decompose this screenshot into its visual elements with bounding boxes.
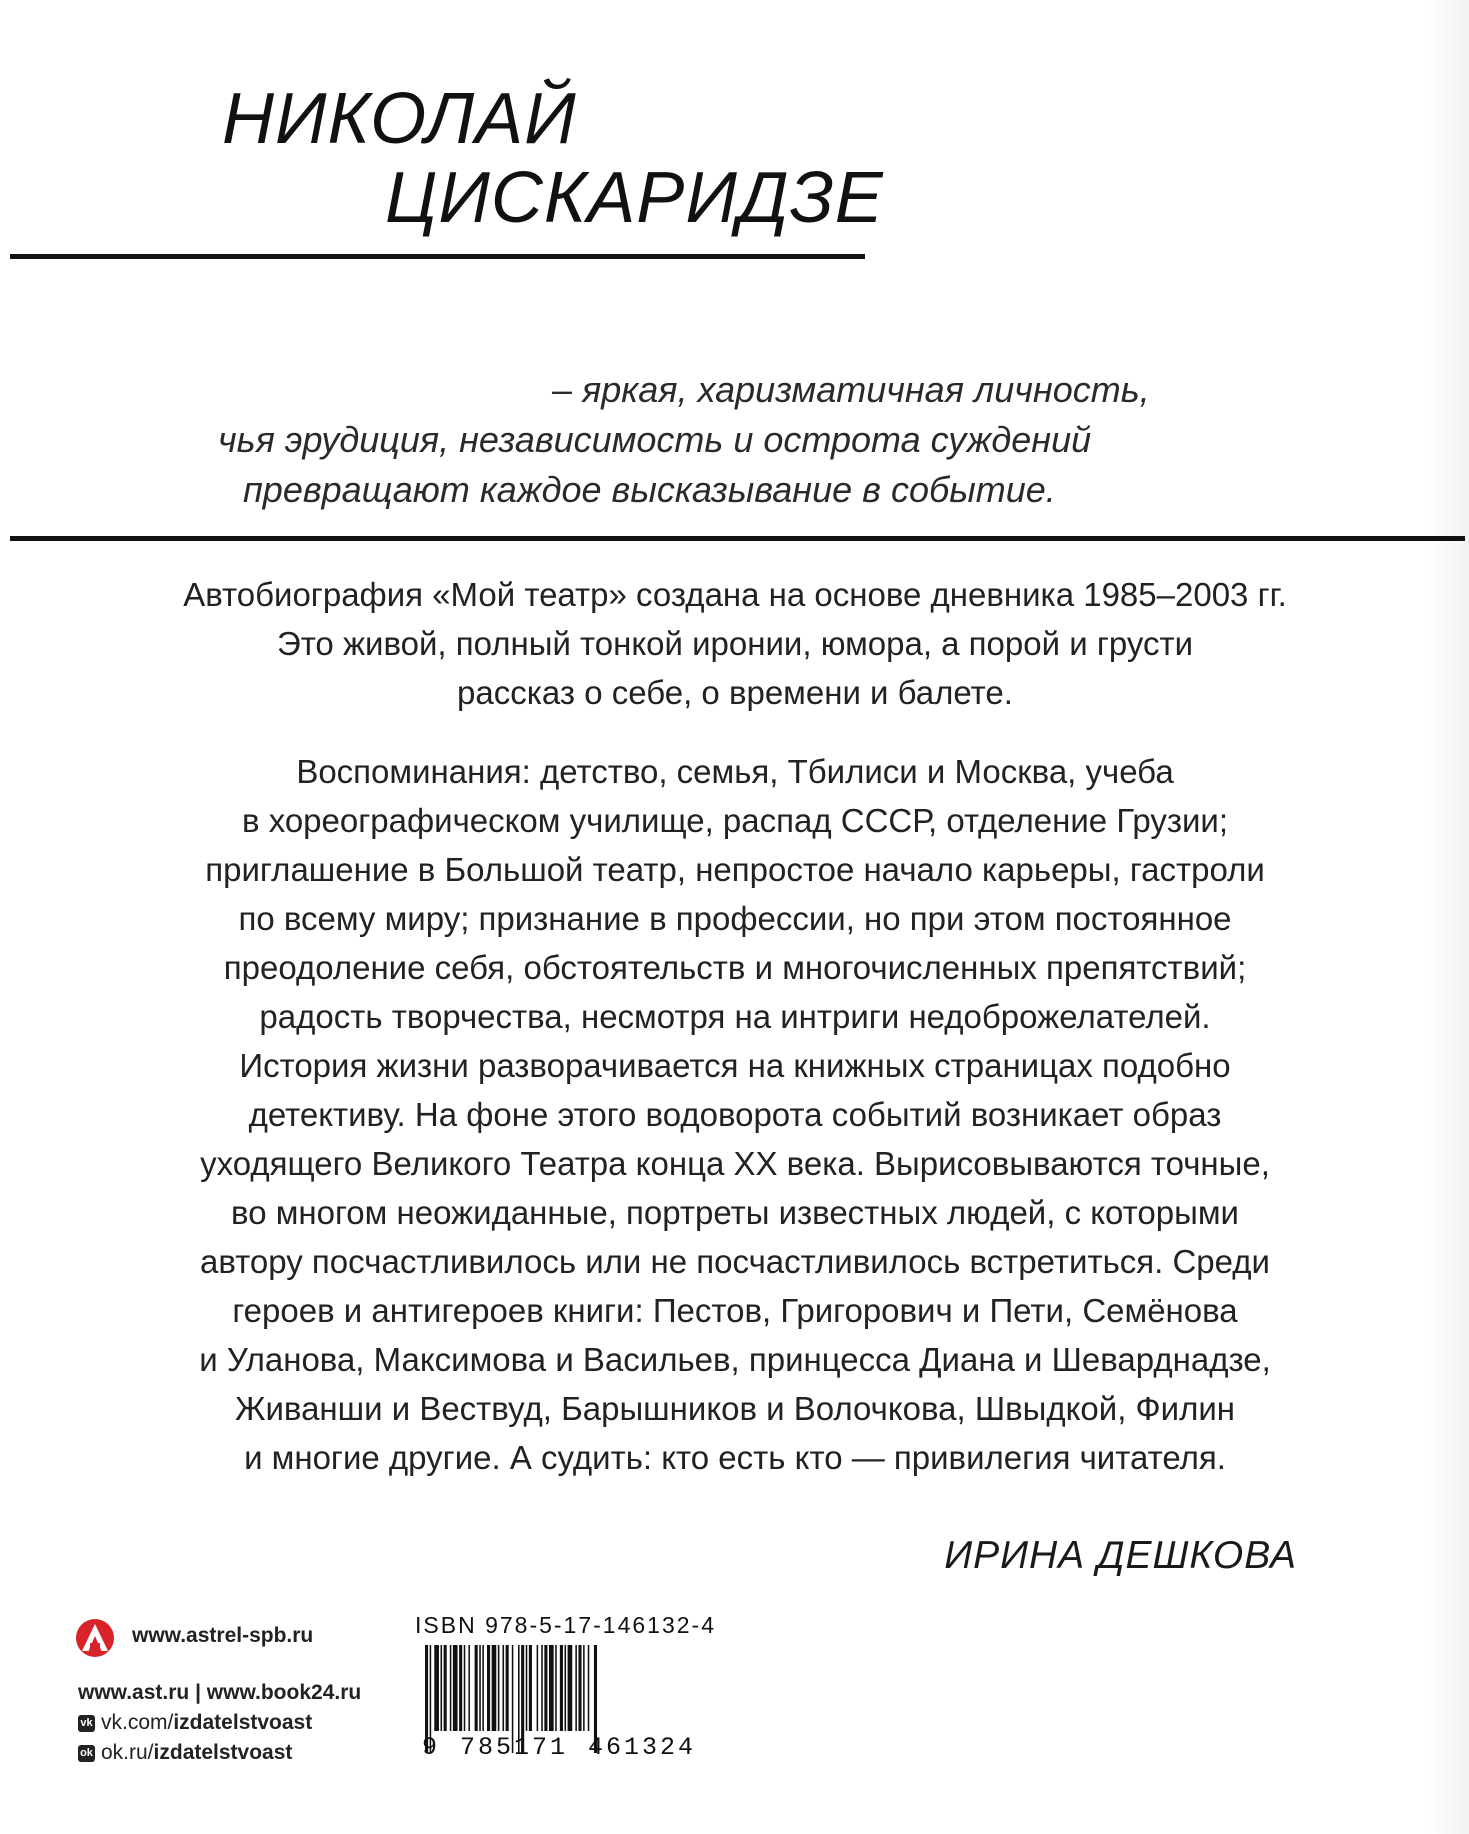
isbn-label: ISBN 978-5-17-146132-4	[415, 1612, 716, 1638]
ok-prefix: ok.ru/	[101, 1741, 154, 1764]
author-first-name: НИКОЛАЙ	[222, 79, 577, 159]
quote-line: чья эрудиция, независимость и острота суждений	[218, 419, 1092, 460]
barcode-digits-right: 461324	[588, 1733, 697, 1762]
text-line: автору посчастливилось или не посчастливилось встретиться. Среди	[200, 1243, 1270, 1280]
ok-handle: izdatelstvoast	[153, 1741, 293, 1764]
section-divider	[10, 536, 1465, 541]
description-paragraph-2	[60, 747, 1410, 1482]
astrel-logo-icon	[75, 1618, 115, 1658]
vk-icon: vk	[78, 1715, 95, 1732]
text-line: во многом неожиданные, портреты известных людей, с которыми	[231, 1194, 1239, 1231]
text-line: уходящего Великого Театра конца XX века. Вырисовываются точные,	[200, 1145, 1270, 1182]
text-line: Это живой, полный тонкой иронии, юмора, а порой и грусти	[276, 625, 1194, 662]
title-divider	[10, 254, 865, 259]
reviewer-signature: ИРИНА ДЕШКОВА	[944, 1534, 1297, 1577]
text-line: детективу. На фоне этого водоворота событий возникает образ	[248, 1096, 1222, 1133]
text-line: приглашение в Большой театр, непростое начало карьеры, гастроли	[205, 851, 1265, 888]
barcode-digits-left: 785171	[460, 1733, 569, 1762]
ok-icon: ok	[78, 1745, 95, 1762]
ok-link[interactable]	[78, 1738, 361, 1768]
text-line: по всему миру; признание в профессии, но при этом постоянное	[238, 900, 1232, 937]
publisher-web-links[interactable]: www.ast.ru | www.book24.ru	[78, 1681, 362, 1704]
text-line: героев и антигероев книги: Пестов, Григорович и Пети, Семёнова	[232, 1292, 1238, 1329]
text-line: Воспоминания: детство, семья, Тбилиси и Москва, учеба	[296, 753, 1174, 790]
publisher-site-link[interactable]: www.astrel-spb.ru	[132, 1624, 314, 1647]
author-last-name: ЦИСКАРИДЗЕ	[385, 158, 884, 238]
text-line: преодоление себя, обстоятельств и многочисленных препятствий;	[223, 949, 1247, 986]
publisher-links	[78, 1678, 361, 1768]
vk-handle: izdatelstvoast	[173, 1711, 313, 1734]
text-line: в хореографическом училище, распад СССР, отделение Грузии;	[242, 802, 1228, 839]
page-edge-shade	[1429, 0, 1469, 1834]
quote-line: превращают каждое высказывание в событие.	[243, 469, 1056, 510]
text-line: Автобиография «Мой театр» создана на основе дневника 1985–2003 гг.	[183, 576, 1287, 613]
text-line: рассказ о себе, о времени и балете.	[457, 674, 1013, 711]
text-line: Живанши и Вествуд, Барышников и Волочкова, Швыдкой, Филин	[235, 1390, 1235, 1427]
text-line: и Уланова, Максимова и Васильев, принцесса Диана и Шеварднадзе,	[199, 1341, 1271, 1378]
quote-line: – яркая, харизматичная личность,	[552, 369, 1150, 410]
text-line: и многие другие. А судить: кто есть кто — привилегия читателя.	[244, 1439, 1226, 1476]
vk-link[interactable]	[78, 1708, 361, 1738]
text-line: радость творчества, несмотря на интриги недоброжелателей.	[259, 998, 1211, 1035]
vk-prefix: vk.com/	[101, 1711, 174, 1734]
text-line: История жизни разворачивается на книжных страницах подобно	[239, 1047, 1231, 1084]
description-paragraph-1	[60, 570, 1410, 717]
barcode-digit-first: 9	[422, 1733, 441, 1762]
